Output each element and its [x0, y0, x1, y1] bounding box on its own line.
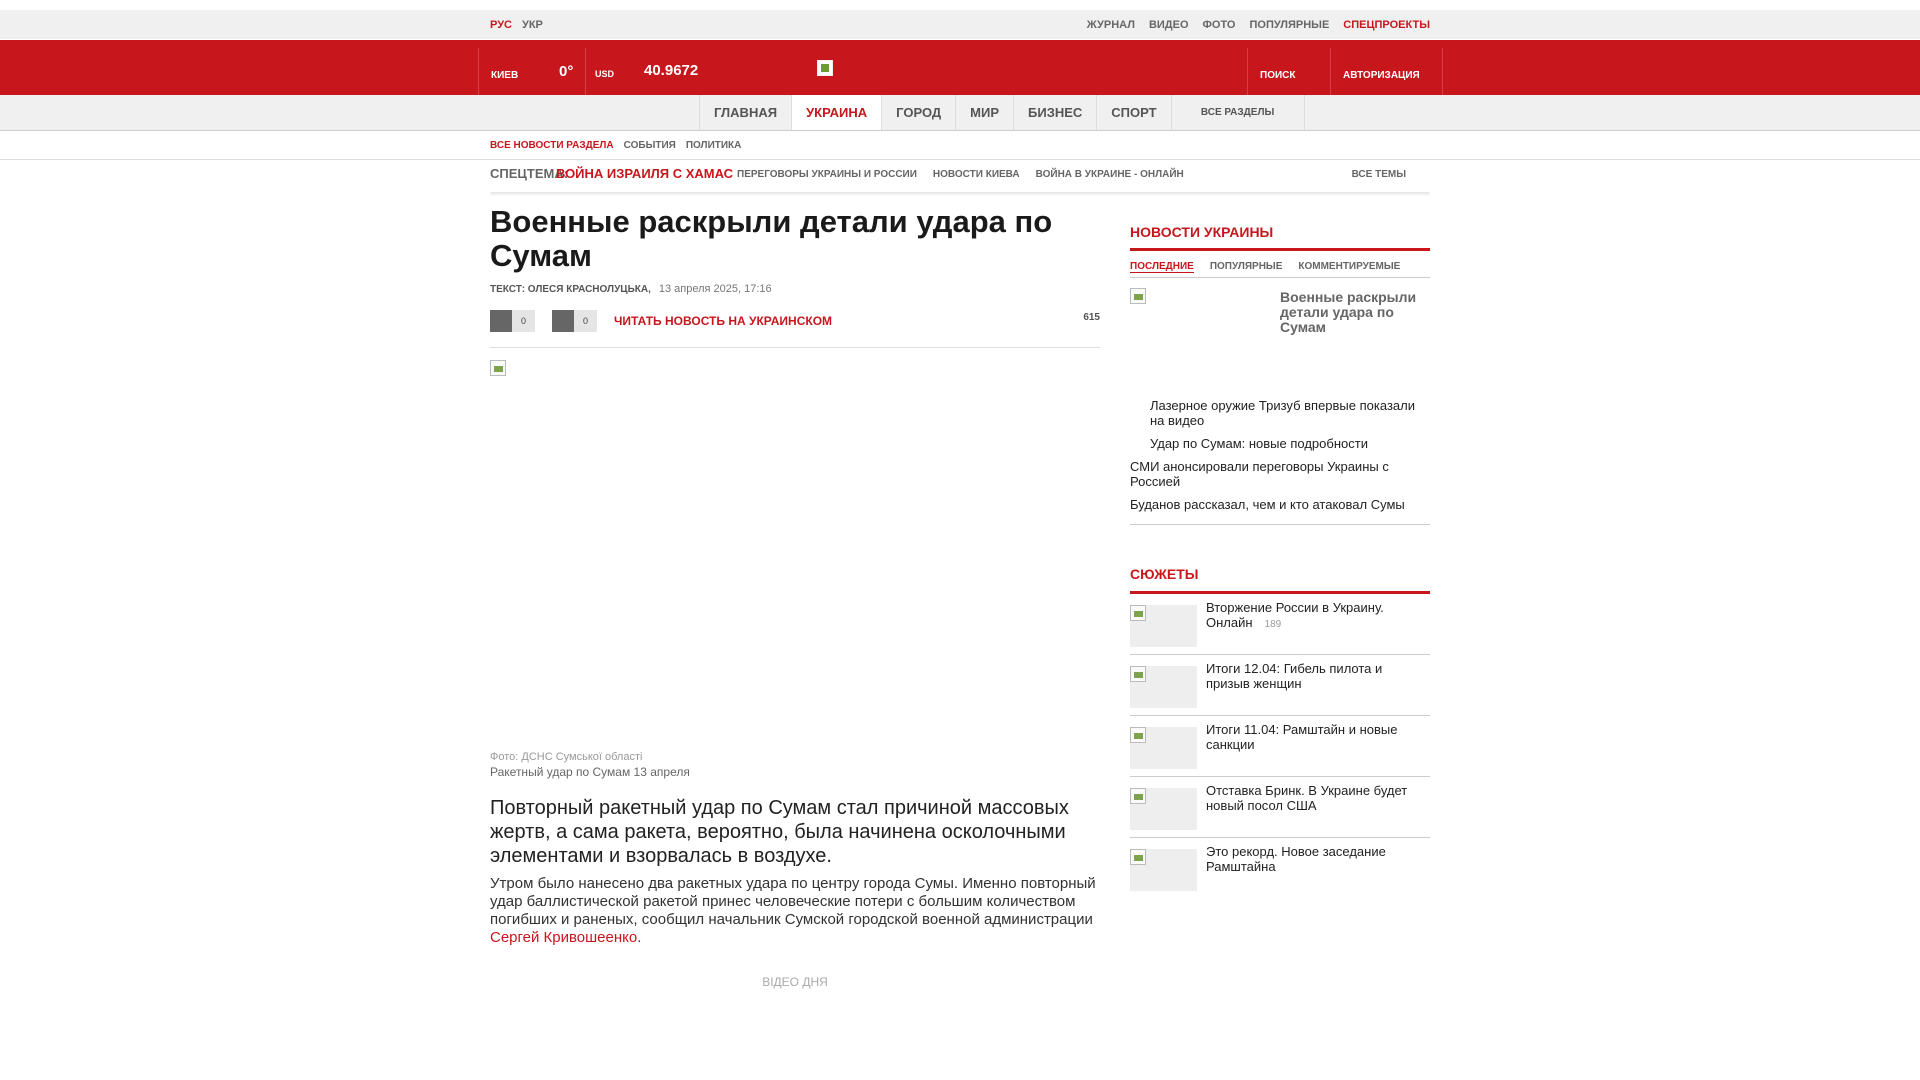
- share-count: 0: [512, 310, 535, 332]
- share-count: 0: [574, 310, 597, 332]
- story-title: Итоги 11.04: Рамштайн и новые санкции: [1206, 722, 1398, 752]
- article-date: 13 апреля 2025, 17:16: [658, 283, 772, 295]
- person-link[interactable]: Сергей Кривошеенко: [490, 929, 638, 946]
- spectema-all-topics[interactable]: ВСЕ ТЕМЫ: [1351, 169, 1406, 180]
- article: [490, 204, 1100, 989]
- story-item[interactable]: [1130, 655, 1430, 716]
- divider: [1130, 277, 1430, 278]
- header-bar: [0, 40, 1920, 95]
- story-thumbnail: [1130, 666, 1197, 708]
- site-logo-icon[interactable]: [817, 60, 833, 76]
- article-title: Военные раскрыли детали удара по Сумам: [490, 204, 1053, 273]
- divider: [1130, 524, 1430, 525]
- top-link-popular[interactable]: ПОПУЛЯРНЫЕ: [1249, 19, 1330, 31]
- search-button[interactable]: [1247, 48, 1330, 95]
- search-label: ПОИСК: [1260, 70, 1296, 81]
- body-end: .: [637, 929, 642, 946]
- article-actions: [490, 310, 1100, 348]
- top-link-special[interactable]: СПЕЦПРОЕКТЫ: [1343, 19, 1430, 31]
- subnav-politics[interactable]: ПОЛИТИКА: [685, 140, 742, 151]
- divider: [490, 192, 1430, 196]
- share-facebook-button[interactable]: [490, 310, 535, 332]
- story-item[interactable]: [1130, 838, 1430, 899]
- nav-home[interactable]: ГЛАВНАЯ: [699, 95, 791, 130]
- tab-popular[interactable]: ПОПУЛЯРНЫЕ: [1209, 261, 1283, 272]
- article-lead: Повторный ракетный удар по Сумам стал причиной массовых жертв, а сама ракета, вероятно, была начинена осколочными элементами и взорвалась в воздухе.: [490, 797, 1069, 867]
- currency-widget[interactable]: [585, 48, 700, 95]
- featured-news-item[interactable]: [1130, 288, 1430, 398]
- spectema-link-kyiv[interactable]: НОВОСТИ КИЕВА: [932, 169, 1020, 180]
- stories-title[interactable]: СЮЖЕТЫ: [1130, 566, 1199, 582]
- story-item[interactable]: [1130, 777, 1430, 838]
- nav-world[interactable]: МИР: [955, 95, 1013, 130]
- nav-city[interactable]: ГОРОД: [881, 95, 955, 130]
- facebook-icon: [490, 310, 512, 332]
- top-bar: [0, 10, 1920, 39]
- city-label: КИЕВ: [491, 70, 519, 81]
- story-thumbnail: [1130, 849, 1197, 891]
- spectema-bar: [0, 160, 1920, 192]
- video-of-day-label: ВІДЕО ДНЯ: [762, 975, 828, 989]
- news-item[interactable]: Буданов рассказал, чем и кто атаковал Сумы: [1130, 497, 1405, 512]
- story-thumbnail: [1130, 727, 1197, 769]
- main-nav: [0, 95, 1920, 131]
- view-count: 615: [1083, 312, 1100, 323]
- tab-commented[interactable]: КОММЕНТИРУЕМЫЕ: [1298, 261, 1401, 272]
- currency-rate: 40.9672: [644, 62, 699, 79]
- story-item[interactable]: [1130, 716, 1430, 777]
- subnav-all-news[interactable]: ВСЕ НОВОСТИ РАЗДЕЛА: [490, 140, 614, 151]
- read-in-ukrainian-link[interactable]: ЧИТАТЬ НОВОСТЬ НА УКРАИНСКОМ: [614, 314, 833, 328]
- currency-label: USD: [595, 69, 615, 79]
- nav-business[interactable]: БИЗНЕС: [1013, 95, 1096, 130]
- auth-label: АВТОРИЗАЦИЯ: [1343, 70, 1420, 81]
- news-item[interactable]: СМИ анонсировали переговоры Украины с Россией: [1130, 459, 1389, 489]
- photo-caption: Ракетный удар по Сумам 13 апреля: [490, 765, 690, 779]
- image-placeholder-icon: [1130, 849, 1146, 865]
- sub-nav: [0, 131, 1920, 160]
- story-title: Отставка Бринк. В Украине будет новый посол США: [1206, 783, 1408, 813]
- share-telegram-button[interactable]: [552, 310, 597, 332]
- nav-sport[interactable]: СПОРТ: [1096, 95, 1170, 130]
- telegram-icon: [552, 310, 574, 332]
- spectema-link-war-online[interactable]: ВОЙНА В УКРАИНЕ - ОНЛАЙН: [1035, 169, 1184, 180]
- story-item[interactable]: [1130, 594, 1430, 655]
- news-list: [1130, 398, 1430, 512]
- lang-ru-link[interactable]: РУС: [490, 19, 512, 31]
- image-placeholder-icon: [1130, 666, 1146, 682]
- story-title: Итоги 12.04: Гибель пилота и призыв женщин: [1206, 661, 1383, 691]
- news-item[interactable]: Лазерное оружие Тризуб впервые показали на видео: [1150, 398, 1415, 428]
- sidebar: [1130, 224, 1430, 525]
- spectema-label: СПЕЦТЕМА:: [490, 166, 569, 181]
- lang-uk-link[interactable]: УКР: [522, 19, 543, 31]
- spectema-main-link[interactable]: ВОЙНА ИЗРАИЛЯ С ХАМАС: [556, 166, 734, 181]
- story-count: 189: [1264, 619, 1282, 630]
- image-placeholder-icon: [490, 360, 506, 376]
- top-link-photo[interactable]: ФОТО: [1202, 19, 1236, 31]
- top-link-journal[interactable]: ЖУРНАЛ: [1086, 19, 1135, 31]
- auth-button[interactable]: [1330, 48, 1443, 95]
- weather-widget[interactable]: [478, 48, 585, 95]
- story-thumbnail: [1130, 788, 1197, 830]
- article-photo[interactable]: [490, 360, 1100, 745]
- story-title: Это рекорд. Новое заседание Рамштайна: [1206, 844, 1386, 874]
- tab-latest[interactable]: ПОСЛЕДНИЕ: [1130, 261, 1194, 272]
- nav-all-sections[interactable]: ВСЕ РАЗДЕЛЫ: [1171, 95, 1305, 130]
- image-placeholder-icon: [1130, 727, 1146, 743]
- divider: [1130, 248, 1430, 251]
- spectema-link-negotiations[interactable]: ПЕРЕГОВОРЫ УКРАИНЫ И РОССИИ: [737, 169, 917, 180]
- image-placeholder-icon: [1130, 788, 1146, 804]
- top-links: [1087, 19, 1430, 31]
- sidebar-title[interactable]: НОВОСТИ УКРАИНЫ: [1130, 224, 1274, 240]
- photo-credit: Фото: ДСНС Сумської області: [490, 751, 643, 763]
- image-placeholder-icon: [1130, 605, 1146, 621]
- nav-ukraine[interactable]: УКРАИНА: [791, 95, 881, 130]
- image-placeholder-icon: [1130, 288, 1146, 304]
- news-item[interactable]: Удар по Сумам: новые подробности: [1150, 436, 1368, 451]
- stories-block: [1130, 566, 1430, 899]
- story-title: Вторжение России в Украину. Онлайн: [1206, 600, 1384, 630]
- subnav-events[interactable]: СОБЫТИЯ: [623, 140, 676, 151]
- temperature: 0°: [559, 63, 574, 80]
- featured-news-title: Военные раскрыли детали удара по Сумам: [1280, 289, 1417, 335]
- top-link-video[interactable]: ВИДЕО: [1148, 19, 1189, 31]
- body-paragraph: Утром было нанесено два ракетных удара по центру города Сумы. Именно повторный удар баллистической ракетой принес человеческие потери с большим количеством погибших и раненых, сообщил начальник Сумской городской военной администрации: [490, 875, 1096, 928]
- article-body: [490, 875, 1100, 947]
- article-author[interactable]: ТЕКСТ: ОЛЕСЯ КРАСНОЛУЦЬКА,: [490, 284, 651, 295]
- story-thumbnail: [1130, 605, 1197, 647]
